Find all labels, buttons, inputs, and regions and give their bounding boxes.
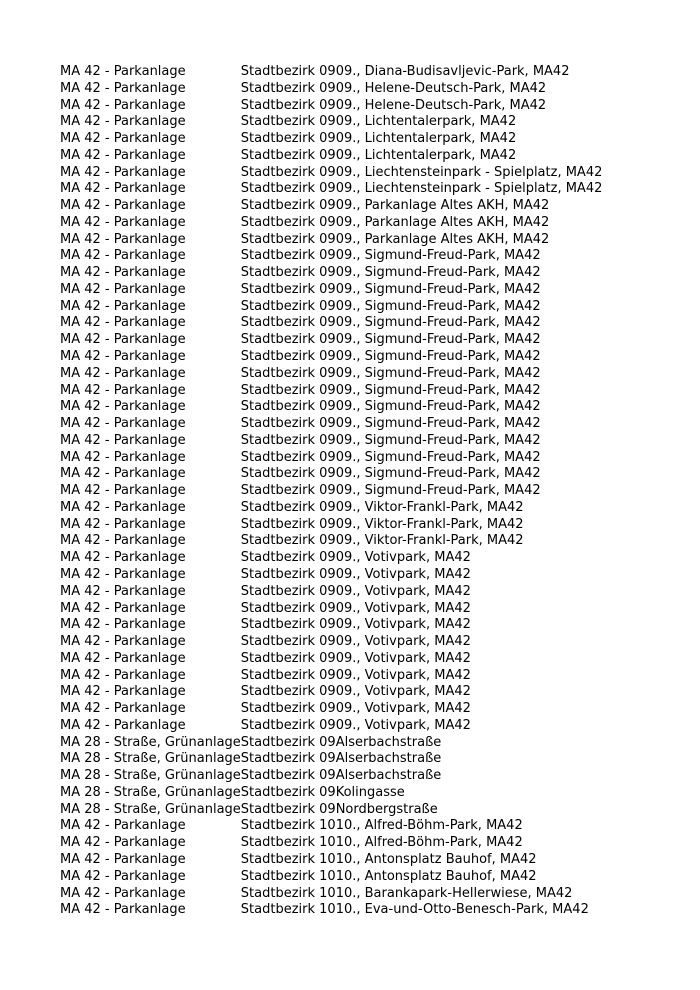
location-cell: 09., Votivpark, MA42 — [335, 667, 471, 683]
district-cell: Stadtbezirk 09 — [240, 533, 336, 549]
department-cell: MA 42 - Parkanlage — [60, 701, 186, 717]
district-cell: Stadtbezirk 09 — [240, 751, 336, 767]
department-cell: MA 42 - Parkanlage — [60, 164, 186, 180]
table-row — [60, 735, 602, 752]
location-cell: 09., Sigmund-Freud-Park, MA42 — [335, 382, 541, 398]
table-row — [60, 416, 602, 433]
table-row — [60, 533, 602, 550]
district-cell: Stadtbezirk 09 — [240, 634, 336, 650]
location-cell: 09., Parkanlage Altes AKH, MA42 — [335, 198, 550, 214]
department-cell: MA 42 - Parkanlage — [60, 214, 186, 230]
location-cell: Kolingasse — [335, 784, 405, 800]
department-cell: MA 42 - Parkanlage — [60, 315, 186, 331]
location-cell: 09., Votivpark, MA42 — [335, 617, 471, 633]
table-row — [60, 584, 602, 601]
table-row — [60, 500, 602, 517]
district-cell: Stadtbezirk 09 — [240, 97, 336, 113]
district-cell: Stadtbezirk 09 — [240, 449, 336, 465]
table-row — [60, 751, 602, 768]
location-cell: Alserbachstraße — [335, 734, 442, 750]
table-row — [60, 248, 602, 265]
location-cell: 09., Parkanlage Altes AKH, MA42 — [335, 231, 550, 247]
table-row — [60, 718, 602, 735]
location-cell: 10., Antonsplatz Bauhof, MA42 — [335, 868, 537, 884]
location-cell: 09., Votivpark, MA42 — [335, 650, 471, 666]
district-cell: Stadtbezirk 09 — [240, 801, 336, 817]
department-cell: MA 42 - Parkanlage — [60, 533, 186, 549]
district-cell: Stadtbezirk 09 — [240, 131, 336, 147]
location-cell: 09., Sigmund-Freud-Park, MA42 — [335, 281, 541, 297]
district-cell: Stadtbezirk 09 — [240, 650, 336, 666]
table-row — [60, 886, 602, 903]
table-row — [60, 232, 602, 249]
table-row — [60, 131, 602, 148]
location-cell: 09., Sigmund-Freud-Park, MA42 — [335, 365, 541, 381]
department-cell: MA 42 - Parkanlage — [60, 80, 186, 96]
department-cell: MA 42 - Parkanlage — [60, 499, 186, 515]
location-cell: 09., Sigmund-Freud-Park, MA42 — [335, 315, 541, 331]
table-row — [60, 634, 602, 651]
table-row — [60, 835, 602, 852]
table-row — [60, 701, 602, 718]
department-cell: MA 42 - Parkanlage — [60, 667, 186, 683]
location-cell: 09., Viktor-Frankl-Park, MA42 — [335, 516, 524, 532]
department-cell: MA 42 - Parkanlage — [60, 835, 186, 851]
table-row — [60, 148, 602, 165]
district-cell: Stadtbezirk 09 — [240, 701, 336, 717]
location-cell: 09., Diana-Budisavljevic-Park, MA42 — [335, 64, 570, 79]
location-cell: 10., Alfred-Böhm-Park, MA42 — [335, 818, 523, 834]
table-row — [60, 684, 602, 701]
department-cell: MA 42 - Parkanlage — [60, 566, 186, 582]
location-cell: 09., Sigmund-Freud-Park, MA42 — [335, 416, 541, 432]
district-cell: Stadtbezirk 09 — [240, 684, 336, 700]
location-cell: 09., Sigmund-Freud-Park, MA42 — [335, 432, 541, 448]
department-cell: MA 42 - Parkanlage — [60, 432, 186, 448]
district-cell: Stadtbezirk 09 — [240, 583, 336, 599]
location-cell: 10., Alfred-Böhm-Park, MA42 — [335, 835, 523, 851]
district-cell: Stadtbezirk 10 — [240, 868, 336, 884]
district-cell: Stadtbezirk 10 — [240, 885, 336, 901]
table-row — [60, 198, 602, 215]
location-cell: 09., Sigmund-Freud-Park, MA42 — [335, 265, 541, 281]
district-cell: Stadtbezirk 09 — [240, 382, 336, 398]
department-cell: MA 42 - Parkanlage — [60, 281, 186, 297]
location-cell: 09., Helene-Deutsch-Park, MA42 — [335, 97, 547, 113]
table-row — [60, 852, 602, 869]
table-row — [60, 768, 602, 785]
district-cell: Stadtbezirk 09 — [240, 499, 336, 515]
department-cell: MA 42 - Parkanlage — [60, 818, 186, 834]
department-cell: MA 42 - Parkanlage — [60, 466, 186, 482]
department-cell: MA 42 - Parkanlage — [60, 868, 186, 884]
table-row — [60, 483, 602, 500]
table-row — [60, 450, 602, 467]
table-row — [60, 81, 602, 98]
table-row — [60, 601, 602, 618]
department-cell: MA 42 - Parkanlage — [60, 550, 186, 566]
table-row — [60, 64, 602, 81]
department-cell: MA 28 - Straße, Grünanlage — [60, 801, 241, 817]
department-cell: MA 42 - Parkanlage — [60, 349, 186, 365]
location-cell: 09., Votivpark, MA42 — [335, 583, 471, 599]
district-cell: Stadtbezirk 09 — [240, 566, 336, 582]
table-row — [60, 265, 602, 282]
district-cell: Stadtbezirk 10 — [240, 818, 336, 834]
district-cell: Stadtbezirk 09 — [240, 265, 336, 281]
location-cell: 09., Sigmund-Freud-Park, MA42 — [335, 483, 541, 499]
table-row — [60, 165, 602, 182]
district-cell: Stadtbezirk 09 — [240, 332, 336, 348]
department-cell: MA 42 - Parkanlage — [60, 198, 186, 214]
department-cell: MA 42 - Parkanlage — [60, 64, 186, 79]
table-row — [60, 869, 602, 886]
department-cell: MA 42 - Parkanlage — [60, 416, 186, 432]
district-cell: Stadtbezirk 10 — [240, 902, 336, 918]
location-cell: 09., Liechtensteinpark - Spielplatz, MA42 — [335, 181, 603, 197]
department-cell: MA 42 - Parkanlage — [60, 399, 186, 415]
location-cell: 09., Viktor-Frankl-Park, MA42 — [335, 499, 524, 515]
district-cell: Stadtbezirk 10 — [240, 835, 336, 851]
location-cell: 09., Votivpark, MA42 — [335, 566, 471, 582]
district-cell: Stadtbezirk 09 — [240, 717, 336, 733]
department-cell: MA 42 - Parkanlage — [60, 265, 186, 281]
district-cell: Stadtbezirk 09 — [240, 667, 336, 683]
location-cell: 09., Sigmund-Freud-Park, MA42 — [335, 449, 541, 465]
department-cell: MA 42 - Parkanlage — [60, 131, 186, 147]
district-cell: Stadtbezirk 09 — [240, 600, 336, 616]
table-row — [60, 366, 602, 383]
department-cell: MA 42 - Parkanlage — [60, 181, 186, 197]
district-cell: Stadtbezirk 09 — [240, 432, 336, 448]
location-cell: Nordbergstraße — [335, 801, 438, 817]
department-cell: MA 42 - Parkanlage — [60, 382, 186, 398]
table-row — [60, 651, 602, 668]
district-cell: Stadtbezirk 09 — [240, 416, 336, 432]
table-row — [60, 215, 602, 232]
table-row — [60, 114, 602, 131]
location-cell: 09., Lichtentalerpark, MA42 — [335, 114, 517, 130]
location-cell: 09., Sigmund-Freud-Park, MA42 — [335, 349, 541, 365]
department-cell: MA 42 - Parkanlage — [60, 617, 186, 633]
table-row — [60, 802, 602, 819]
district-cell: Stadtbezirk 10 — [240, 851, 336, 867]
location-cell: 09., Helene-Deutsch-Park, MA42 — [335, 80, 547, 96]
location-cell: 09., Votivpark, MA42 — [335, 701, 471, 717]
table-row — [60, 818, 602, 835]
location-cell: 09., Votivpark, MA42 — [335, 634, 471, 650]
table-row — [60, 785, 602, 802]
location-cell: 09., Liechtensteinpark - Spielplatz, MA42 — [335, 164, 603, 180]
district-cell: Stadtbezirk 09 — [240, 198, 336, 214]
table-row — [60, 332, 602, 349]
table-row — [60, 98, 602, 115]
district-cell: Stadtbezirk 09 — [240, 164, 336, 180]
location-cell: 09., Lichtentalerpark, MA42 — [335, 147, 517, 163]
district-cell: Stadtbezirk 09 — [240, 516, 336, 532]
district-cell: Stadtbezirk 09 — [240, 734, 336, 750]
department-cell: MA 42 - Parkanlage — [60, 332, 186, 348]
department-cell: MA 42 - Parkanlage — [60, 231, 186, 247]
location-cell: 09., Votivpark, MA42 — [335, 550, 471, 566]
district-cell: Stadtbezirk 09 — [240, 483, 336, 499]
table-row — [60, 181, 602, 198]
location-cell: Alserbachstraße — [335, 768, 442, 784]
district-cell: Stadtbezirk 09 — [240, 617, 336, 633]
district-cell: Stadtbezirk 09 — [240, 248, 336, 264]
district-cell: Stadtbezirk 09 — [240, 298, 336, 314]
district-cell: Stadtbezirk 09 — [240, 181, 336, 197]
table-row — [60, 567, 602, 584]
table-row — [60, 282, 602, 299]
location-cell: 09., Sigmund-Freud-Park, MA42 — [335, 466, 541, 482]
department-cell: MA 42 - Parkanlage — [60, 114, 186, 130]
district-cell: Stadtbezirk 09 — [240, 768, 336, 784]
department-cell: MA 28 - Straße, Grünanlage — [60, 734, 241, 750]
location-cell: 09., Sigmund-Freud-Park, MA42 — [335, 332, 541, 348]
data-table — [60, 64, 602, 919]
district-cell: Stadtbezirk 09 — [240, 231, 336, 247]
department-cell: MA 42 - Parkanlage — [60, 650, 186, 666]
location-cell: 09., Votivpark, MA42 — [335, 600, 471, 616]
table-row — [60, 315, 602, 332]
table-row — [60, 902, 602, 919]
table-row — [60, 550, 602, 567]
district-cell: Stadtbezirk 09 — [240, 550, 336, 566]
table-row — [60, 466, 602, 483]
location-cell: 09., Sigmund-Freud-Park, MA42 — [335, 298, 541, 314]
table-row — [60, 517, 602, 534]
department-cell: MA 42 - Parkanlage — [60, 717, 186, 733]
location-cell: Alserbachstraße — [335, 751, 442, 767]
department-cell: MA 42 - Parkanlage — [60, 684, 186, 700]
district-cell: Stadtbezirk 09 — [240, 349, 336, 365]
department-cell: MA 28 - Straße, Grünanlage — [60, 784, 241, 800]
table-row — [60, 668, 602, 685]
location-cell: 10., Eva-und-Otto-Benesch-Park, MA42 — [335, 902, 589, 918]
district-cell: Stadtbezirk 09 — [240, 64, 336, 79]
department-cell: MA 42 - Parkanlage — [60, 449, 186, 465]
district-cell: Stadtbezirk 09 — [240, 399, 336, 415]
table-row — [60, 617, 602, 634]
table-row — [60, 299, 602, 316]
department-cell: MA 42 - Parkanlage — [60, 298, 186, 314]
department-cell: MA 42 - Parkanlage — [60, 483, 186, 499]
location-cell: 09., Sigmund-Freud-Park, MA42 — [335, 399, 541, 415]
district-cell: Stadtbezirk 09 — [240, 114, 336, 130]
location-cell: 09., Votivpark, MA42 — [335, 684, 471, 700]
location-cell: 09., Viktor-Frankl-Park, MA42 — [335, 533, 524, 549]
district-cell: Stadtbezirk 09 — [240, 365, 336, 381]
table-body — [60, 64, 602, 919]
location-cell: 09., Lichtentalerpark, MA42 — [335, 131, 517, 147]
department-cell: MA 42 - Parkanlage — [60, 600, 186, 616]
department-cell: MA 28 - Straße, Grünanlage — [60, 751, 241, 767]
department-cell: MA 42 - Parkanlage — [60, 516, 186, 532]
location-cell: 09., Parkanlage Altes AKH, MA42 — [335, 214, 550, 230]
district-cell: Stadtbezirk 09 — [240, 147, 336, 163]
department-cell: MA 42 - Parkanlage — [60, 248, 186, 264]
district-cell: Stadtbezirk 09 — [240, 466, 336, 482]
department-cell: MA 42 - Parkanlage — [60, 97, 186, 113]
department-cell: MA 42 - Parkanlage — [60, 902, 186, 918]
table-row — [60, 399, 602, 416]
location-cell: 09., Sigmund-Freud-Park, MA42 — [335, 248, 541, 264]
location-cell: 09., Votivpark, MA42 — [335, 717, 471, 733]
district-cell: Stadtbezirk 09 — [240, 80, 336, 96]
department-cell: MA 42 - Parkanlage — [60, 583, 186, 599]
department-cell: MA 42 - Parkanlage — [60, 634, 186, 650]
district-cell: Stadtbezirk 09 — [240, 315, 336, 331]
department-cell: MA 42 - Parkanlage — [60, 851, 186, 867]
department-cell: MA 42 - Parkanlage — [60, 147, 186, 163]
department-cell: MA 42 - Parkanlage — [60, 365, 186, 381]
table-row — [60, 349, 602, 366]
location-cell: 10., Antonsplatz Bauhof, MA42 — [335, 851, 537, 867]
district-cell: Stadtbezirk 09 — [240, 281, 336, 297]
district-cell: Stadtbezirk 09 — [240, 784, 336, 800]
table-row — [60, 433, 602, 450]
location-cell: 10., Barankapark-Hellerwiese, MA42 — [335, 885, 573, 901]
department-cell: MA 42 - Parkanlage — [60, 885, 186, 901]
department-cell: MA 28 - Straße, Grünanlage — [60, 768, 241, 784]
district-cell: Stadtbezirk 09 — [240, 214, 336, 230]
table-row — [60, 383, 602, 400]
